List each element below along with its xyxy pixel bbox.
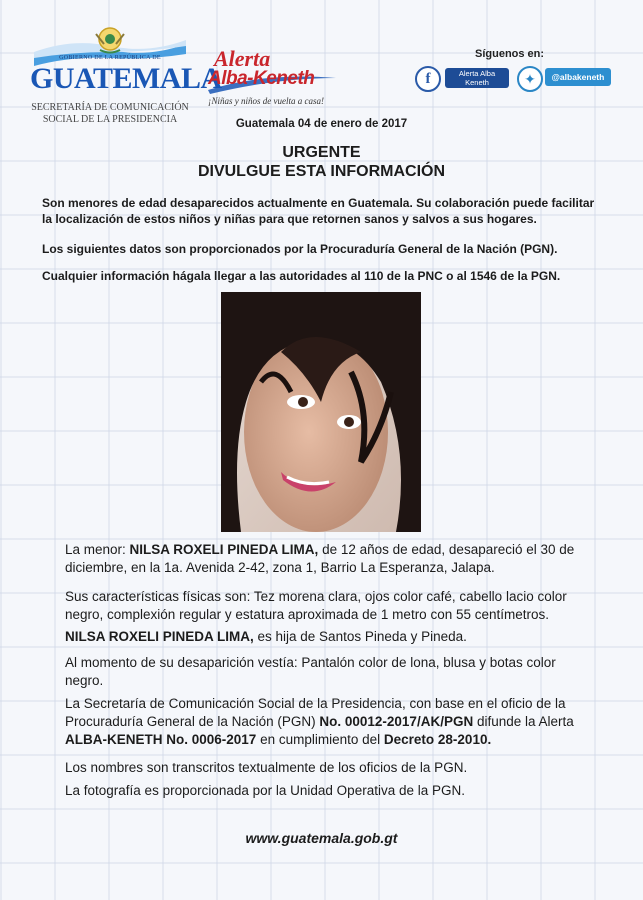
website-link[interactable]: www.guatemala.gob.gt	[245, 830, 398, 846]
secretaria-line-1: SECRETARÍA DE COMUNICACIÓN	[31, 102, 189, 113]
twitter-link[interactable]: @albakeneth	[545, 68, 611, 86]
date-line: Guatemala 04 de enero de 2017	[235, 118, 408, 130]
social-follow	[415, 48, 615, 98]
missing-child-photo	[221, 292, 421, 532]
disappearance-details: de 12 años de edad, desapareció el 30 de diciembre, en la 1a. Avenida 2-42, zona 1, Barrio La Esperanza, Jalapa.	[65, 542, 575, 575]
alba-keneth-logo	[206, 46, 338, 112]
body-paragraph-2: Sus características físicas son: Tez morena clara, ojos color café, cabello lacio color negro, complexión regular y estatura aproximada de 1 metro con 55 centímetros.	[65, 589, 567, 622]
twitter-icon[interactable]: ✦	[517, 66, 543, 92]
divulgue-heading: DIVULGUE ESTA INFORMACIÓN	[197, 163, 446, 180]
facebook-link[interactable]	[445, 68, 509, 88]
intro-paragraph-3: Cualquier información hágala llegar a las autoridades al 110 de la PNC o al 1546 de la PGN.	[42, 269, 561, 283]
follow-label: Síguenos en:	[475, 48, 545, 60]
body-paragraph-4: Al momento de su desaparición vestía: Pantalón color de lona, blusa y botas color negro.	[65, 655, 556, 688]
coat-of-arms-icon	[90, 24, 130, 56]
secretaria-line-2: SOCIAL DE LA PRESIDENCIA	[42, 114, 178, 125]
government-name: GUATEMALA	[30, 62, 222, 95]
child-name: NILSA ROXELI PINEDA LIMA,	[129, 542, 319, 557]
child-intro: La menor:	[65, 542, 130, 557]
body-paragraph-3	[65, 628, 585, 646]
p5-part-e: en cumplimiento del	[256, 732, 384, 747]
body-paragraph-5	[65, 695, 585, 749]
government-small-label: GOBIERNO DE LA REPÚBLICA DE	[59, 55, 161, 61]
oficio-number: No. 00012-2017/AK/PGN	[319, 714, 474, 729]
facebook-icon[interactable]: f	[415, 66, 441, 92]
alerta-number: ALBA-KENETH No. 0006-2017	[65, 732, 257, 747]
intro-paragraph-1: Son menores de edad desaparecidos actualmente en Guatemala. Su colaboración puede facilitar la localización de estos niños y niñas para que retornen sanos y salvos a sus hogares.	[42, 196, 595, 226]
decreto-number: Decreto 28-2010.	[383, 732, 492, 747]
body-paragraph-1	[65, 541, 585, 577]
facebook-label-line-1: Alerta Alba	[458, 69, 496, 78]
alba-keneth-tagline: ¡Niñas y niños de vuelta a casa!	[208, 96, 324, 106]
alerta-word: Alerta	[214, 46, 271, 71]
body-paragraph-7: La fotografía es proporcionada por la Unidad Operativa de la PGN.	[65, 783, 465, 798]
government-logo	[30, 24, 222, 128]
intro-paragraph-2: Los siguientes datos son proporcionados por la Procuraduría General de la Nación (PGN).	[42, 242, 558, 256]
p5-part-a: La Secretaría de Comunicación Social de la Presidencia, con base en el oficio de la Procuraduría General de la Nación (PGN)	[65, 696, 566, 729]
body-paragraph-6: Los nombres son transcritos textualmente de los oficios de la PGN.	[65, 760, 468, 775]
child-name-repeat: NILSA ROXELI PINEDA LIMA,	[65, 629, 254, 644]
alba-keneth-word: Alba-Keneth	[208, 68, 315, 89]
urgent-heading: URGENTE	[282, 144, 361, 161]
p5-part-c: difunde la Alerta	[473, 714, 574, 729]
parent-info: es hija de Santos Pineda y Pineda.	[253, 629, 467, 644]
facebook-label-line-2: Keneth	[465, 78, 489, 87]
